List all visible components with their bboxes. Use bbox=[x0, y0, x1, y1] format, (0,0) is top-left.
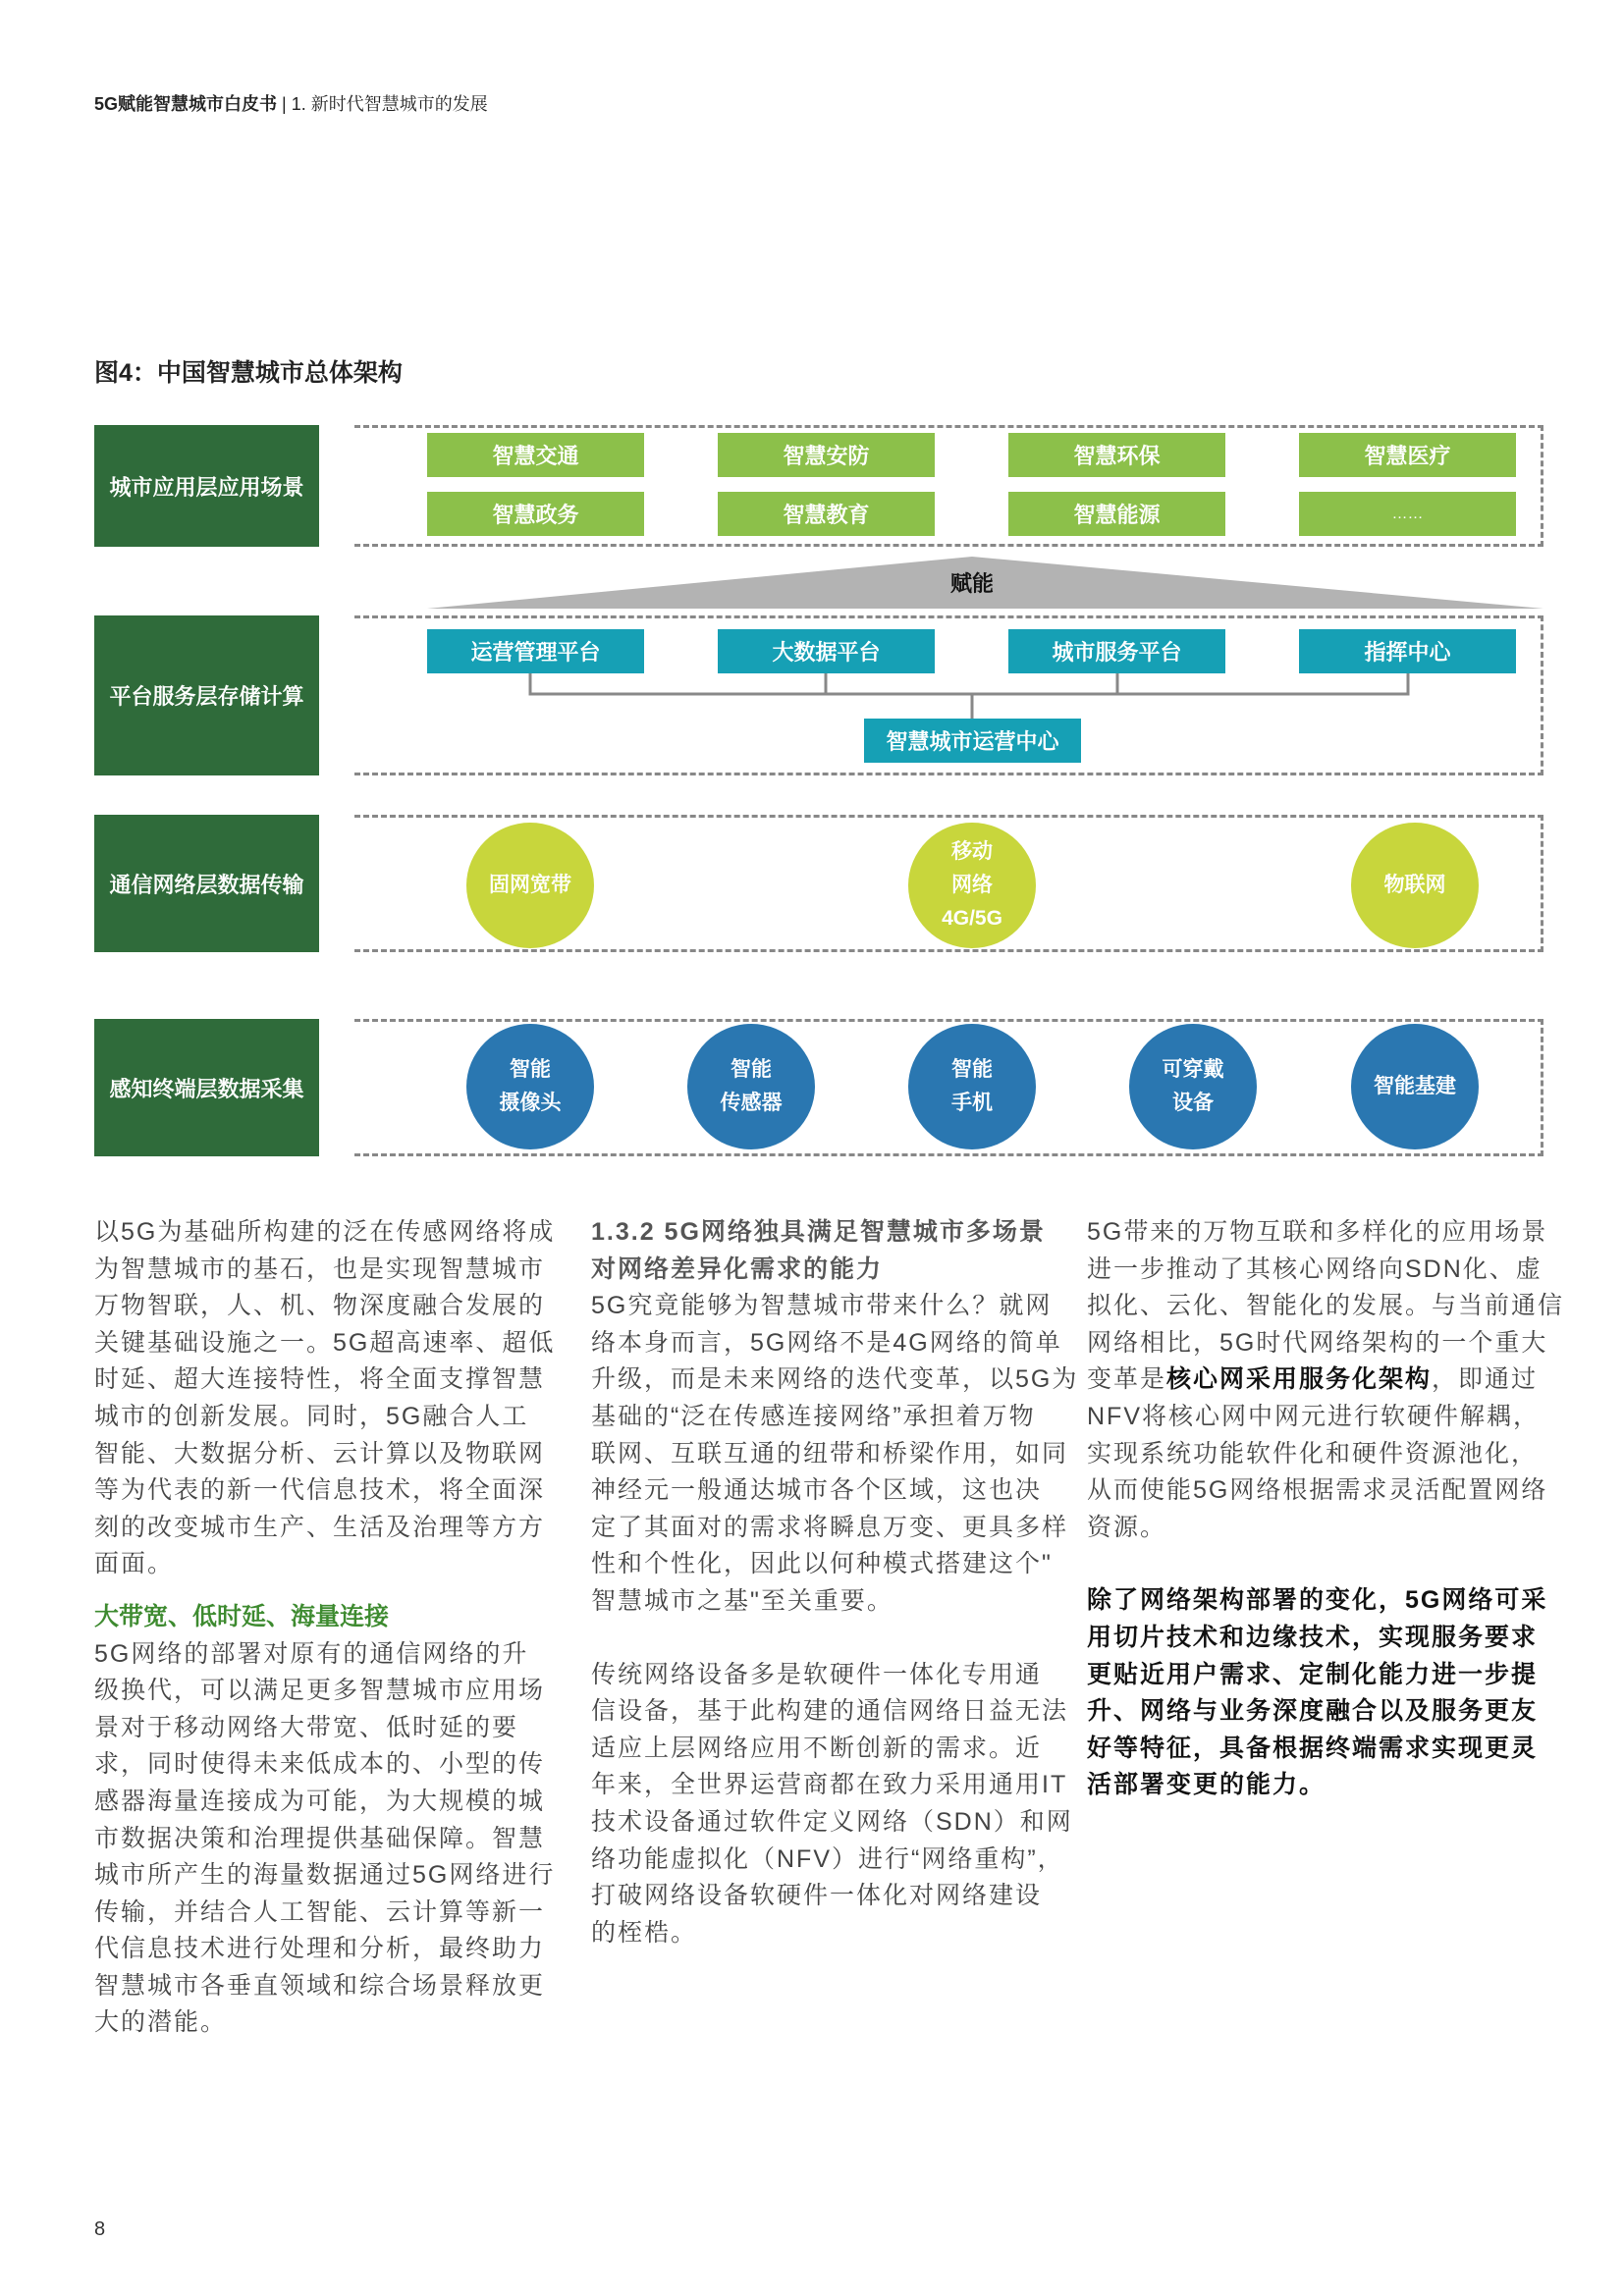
text-line: 智能、大数据分析、云计算以及物联网 bbox=[94, 1439, 546, 1468]
text-line: 活部署变更的能力。 bbox=[1087, 1771, 1326, 1799]
text-line: 市数据决策和治理提供基础保障。智慧 bbox=[94, 1824, 546, 1852]
text-line: 打破网络设备软硬件一体化对网络建设 bbox=[591, 1882, 1043, 1910]
circle-label: 智能 bbox=[510, 1058, 551, 1081]
circle-label: 摄像头 bbox=[499, 1092, 562, 1114]
text-line: 神经元一般通达城市各个区域，这也决 bbox=[591, 1476, 1043, 1505]
text-run: ，即通过 bbox=[1432, 1365, 1539, 1394]
platform-box: 城市服务平台 bbox=[1008, 629, 1225, 673]
text-line: 刻的改变城市生产、生活及治理等方方 bbox=[94, 1513, 546, 1541]
text-line: 5G网络的部署对原有的通信网络的升 bbox=[94, 1639, 529, 1668]
operations-center-box: 智慧城市运营中心 bbox=[864, 719, 1081, 763]
paragraph bbox=[94, 1636, 556, 2043]
circle-label: 智能基建 bbox=[1374, 1075, 1456, 1097]
text-line: 拟化、云化、智能化的发展。与当前通信 bbox=[1087, 1292, 1565, 1320]
circle-label: 移动 bbox=[951, 840, 993, 863]
circle-label: 4G/5G bbox=[942, 907, 1002, 930]
text-line: 从而使能5G网络根据需求灵活配置网络 bbox=[1087, 1476, 1548, 1505]
text-line: 传输，并结合人工智能、云计算等新一 bbox=[94, 1897, 546, 1926]
circle-label: 设备 bbox=[1172, 1092, 1214, 1114]
text-line: 升级，而是未来网络的迭代变革，以5G为 bbox=[591, 1365, 1079, 1394]
platform-box: 运营管理平台 bbox=[427, 629, 644, 673]
app-box: 智慧能源 bbox=[1008, 492, 1225, 536]
text-line: 代信息技术进行处理和分析，最终助力 bbox=[94, 1935, 546, 1963]
text-column-1 bbox=[94, 1214, 556, 2042]
header-section: 1. 新时代智慧城市的发展 bbox=[291, 94, 488, 114]
page-number: 8 bbox=[94, 2218, 106, 2240]
circle-label: 网络 bbox=[951, 874, 993, 896]
text-line: 定了其面对的需求将瞬息万变、更具多样 bbox=[591, 1513, 1069, 1541]
bold-text: 核心网采用服务化架构 bbox=[1166, 1365, 1433, 1394]
text-line: 感器海量连接成为可能，为大规模的城 bbox=[94, 1787, 546, 1815]
text-line: 城市的创新发展。同时，5G融合人工 bbox=[94, 1402, 529, 1430]
layer-label-application: 城市应用层应用场景 bbox=[94, 425, 319, 547]
platform-box: 指挥中心 bbox=[1299, 629, 1516, 673]
text-line: 智慧城市之基"至关重要。 bbox=[591, 1586, 893, 1615]
text-line: 进一步推动了其核心网络向SDN化、虚 bbox=[1087, 1255, 1543, 1283]
text-line: 的桎梏。 bbox=[591, 1918, 698, 1947]
circle-label: 物联网 bbox=[1383, 874, 1446, 896]
text-line: 好等特征，具备根据终端需求实现更灵 bbox=[1087, 1734, 1539, 1762]
text-line: 面面。 bbox=[94, 1550, 175, 1578]
text-line: 大的潜能。 bbox=[94, 2008, 228, 2037]
text-line: 为智慧城市的基石，也是实现智慧城市 bbox=[94, 1255, 546, 1283]
network-circle bbox=[1351, 823, 1479, 948]
circle-label: 传感器 bbox=[720, 1092, 783, 1114]
text-column-3 bbox=[1087, 1214, 1565, 1804]
text-line: 用切片技术和边缘技术，实现服务要求 bbox=[1087, 1623, 1539, 1651]
section-heading bbox=[591, 1214, 1053, 1288]
paragraph bbox=[94, 1214, 556, 1583]
text-line: 网络相比，5G时代网络架构的一个重大 bbox=[1087, 1328, 1548, 1357]
text-run: 变革是 bbox=[1087, 1365, 1167, 1394]
text-line: 以5G为基础所构建的泛在传感网络将成 bbox=[94, 1218, 556, 1246]
circle-label: 固网宽带 bbox=[489, 874, 571, 896]
paragraph bbox=[1087, 1214, 1565, 1546]
circle-label: 智能 bbox=[731, 1058, 772, 1081]
text-line: 除了网络架构部署的变化，5G网络可采 bbox=[1087, 1586, 1548, 1615]
empower-label: 赋能 bbox=[949, 571, 994, 596]
text-line: 升、网络与业务深度融合以及服务更友 bbox=[1087, 1697, 1539, 1726]
layer-label-platform: 平台服务层存储计算 bbox=[94, 615, 319, 775]
platform-connector bbox=[530, 673, 1408, 694]
text-line: 对网络差异化需求的能力 bbox=[591, 1255, 884, 1283]
terminal-circle bbox=[1351, 1024, 1479, 1149]
text-line: 实现系统功能软件化和硬件资源池化， bbox=[1087, 1439, 1539, 1468]
text-line: 性和个性化，因此以何种模式搭建这个" bbox=[591, 1550, 1053, 1578]
network-circle bbox=[908, 823, 1036, 948]
network-circle bbox=[466, 823, 594, 948]
header-separator: | bbox=[282, 94, 287, 114]
text-line: 络功能虚拟化（NFV）进行“网络重构”， bbox=[591, 1844, 1064, 1873]
layer-label-terminal: 感知终端层数据采集 bbox=[94, 1019, 319, 1156]
text-line: 级换代，可以满足更多智慧城市应用场 bbox=[94, 1677, 546, 1705]
text-column-2 bbox=[591, 1214, 1079, 1951]
terminal-circle bbox=[908, 1024, 1036, 1149]
app-box: 智慧交通 bbox=[427, 433, 644, 477]
platform-box: 大数据平台 bbox=[718, 629, 935, 673]
text-line: 基础的“泛在传感连接网络”承担着万物 bbox=[591, 1402, 1036, 1430]
circle-label: 智能 bbox=[951, 1058, 993, 1081]
app-box: 智慧环保 bbox=[1008, 433, 1225, 477]
text-line: 求，同时使得未来低成本的、小型的传 bbox=[94, 1750, 546, 1779]
text-line: 智慧城市各垂直领域和综合场景释放更 bbox=[94, 1971, 546, 2000]
text-line: 5G究竟能够为智慧城市带来什么？就网 bbox=[591, 1292, 1053, 1320]
text-line: 更贴近用户需求、定制化能力进一步提 bbox=[1087, 1660, 1539, 1688]
app-box-more: …… bbox=[1299, 492, 1516, 536]
text-line bbox=[1087, 1362, 1548, 1399]
text-line: 信设备，基于此构建的通信网络日益无法 bbox=[591, 1697, 1069, 1726]
app-box: 智慧教育 bbox=[718, 492, 935, 536]
app-box: 智慧政务 bbox=[427, 492, 644, 536]
text-line: 联网、互联互通的纽带和桥梁作用，如同 bbox=[591, 1439, 1069, 1468]
text-line: 传统网络设备多是软硬件一体化专用通 bbox=[591, 1660, 1043, 1688]
text-line: 时延、超大连接特性，将全面支撑智慧 bbox=[94, 1365, 546, 1394]
text-line: 万物智联，人、机、物深度融合发展的 bbox=[94, 1292, 546, 1320]
header-title: 5G赋能智慧城市白皮书 bbox=[94, 94, 278, 114]
circle-label: 可穿戴 bbox=[1162, 1058, 1224, 1081]
bold-paragraph bbox=[1087, 1582, 1548, 1804]
paragraph bbox=[591, 1657, 1073, 1952]
text-line: 适应上层网络应用不断创新的需求。近 bbox=[591, 1734, 1043, 1762]
text-line: 年来，全世界运营商都在致力采用通用IT bbox=[591, 1771, 1068, 1799]
figure-title: 图4：中国智慧城市总体架构 bbox=[94, 359, 403, 387]
text-line: 等为代表的新一代信息技术，将全面深 bbox=[94, 1476, 546, 1505]
text-line: 络本身而言，5G网络不是4G网络的简单 bbox=[591, 1328, 1062, 1357]
paragraph bbox=[591, 1288, 1079, 1620]
text-line: 关键基础设施之一。5G超高速率、超低 bbox=[94, 1328, 556, 1357]
circle-label: 手机 bbox=[951, 1092, 993, 1114]
text-line: 景对于移动网络大带宽、低时延的要 bbox=[94, 1713, 519, 1741]
app-box: 智慧安防 bbox=[718, 433, 935, 477]
text-line: NFV将核心网中网元进行软硬件解耦， bbox=[1087, 1402, 1541, 1430]
text-line: 资源。 bbox=[1087, 1513, 1167, 1541]
text-line: 技术设备通过软件定义网络（SDN）和网 bbox=[591, 1807, 1073, 1836]
text-line: 5G带来的万物互联和多样化的应用场景 bbox=[1087, 1218, 1548, 1246]
terminal-circle bbox=[466, 1024, 594, 1149]
text-line: 1.3.2 5G网络独具满足智慧城市多场景 bbox=[591, 1218, 1046, 1246]
app-box: 智慧医疗 bbox=[1299, 433, 1516, 477]
terminal-circle bbox=[687, 1024, 815, 1149]
layer-label-network: 通信网络层数据传输 bbox=[94, 815, 319, 952]
subheading: 大带宽、低时延、海量连接 bbox=[94, 1602, 390, 1630]
terminal-circle bbox=[1129, 1024, 1257, 1149]
text-line: 城市所产生的海量数据通过5G网络进行 bbox=[94, 1861, 556, 1890]
